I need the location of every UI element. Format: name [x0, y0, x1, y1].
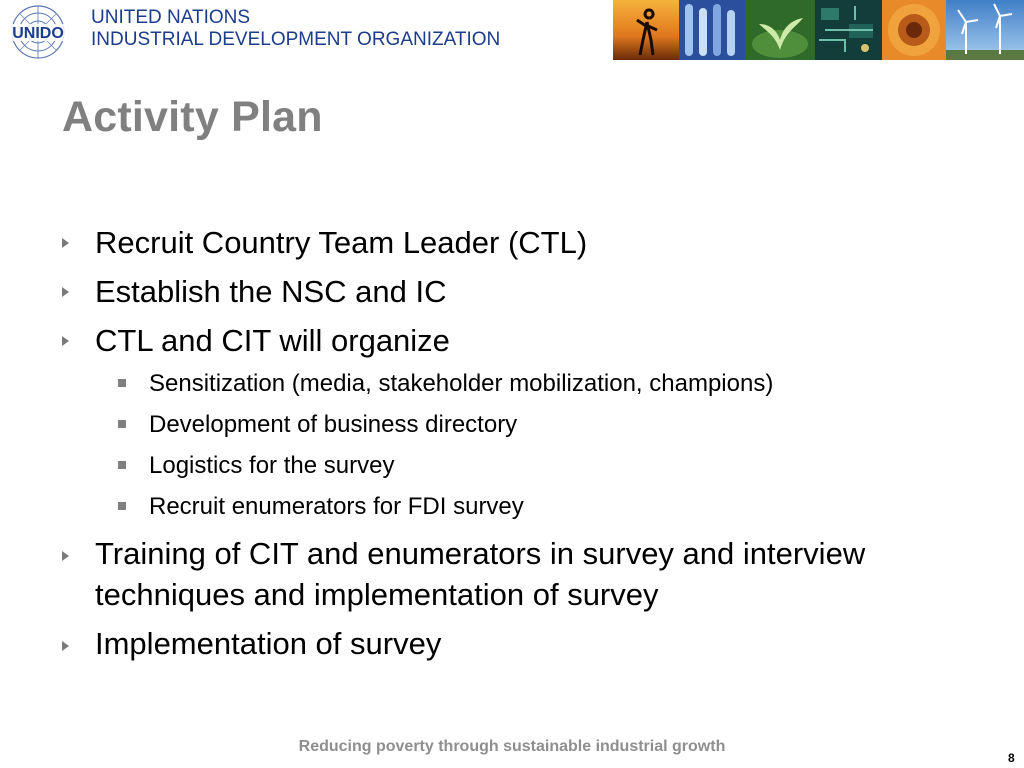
photo-wind-turbines [946, 0, 1024, 60]
footer-tagline: Reducing poverty through sustainable industrial growth [298, 738, 726, 755]
page-number: 8 [1008, 751, 1015, 765]
org-name-line-2: INDUSTRIAL DEVELOPMENT ORGANIZATION [91, 29, 501, 50]
bullet-arrow-icon [62, 551, 69, 561]
bullet-recruit-ctl: Recruit Country Team Leader (CTL) [95, 225, 588, 260]
bullet-arrow-icon [62, 238, 69, 248]
slide-title: Activity Plan [62, 93, 323, 141]
bullet-implementation: Implementation of survey [95, 626, 442, 661]
unido-logo [5, 4, 71, 60]
sub-bullet-sensitization: Sensitization (media, stakeholder mobilization, champions) [149, 370, 774, 397]
header-bar [0, 0, 1024, 62]
bullet-establish-nsc: Establish the NSC and IC [95, 274, 447, 309]
photo-sunflower [882, 0, 946, 60]
sub-bullet-square-icon [118, 420, 126, 428]
photo-circuit-board [815, 0, 882, 60]
sub-bullet-square-icon [118, 461, 126, 469]
bullet-ctl-cit-organize: CTL and CIT will organize [95, 323, 450, 358]
sub-bullet-square-icon [118, 379, 126, 387]
bullet-training-line-2: techniques and implementation of survey [95, 577, 659, 612]
photo-seedling [745, 0, 815, 60]
bullet-training-line-1: Training of CIT and enumerators in survey and interview [95, 536, 866, 571]
bullet-arrow-icon [62, 287, 69, 297]
bullet-arrow-icon [62, 641, 69, 651]
sub-bullet-logistics: Logistics for the survey [149, 452, 395, 479]
svg-text:UNIDO: UNIDO [12, 25, 64, 42]
sub-bullet-business-directory: Development of business directory [149, 411, 518, 438]
photo-girl-silhouette [613, 0, 679, 60]
org-name-line-1: UNITED NATIONS [91, 7, 251, 28]
bullet-arrow-icon [62, 336, 69, 346]
sub-bullet-recruit-enumerators: Recruit enumerators for FDI survey [149, 493, 524, 520]
photo-test-tubes [679, 0, 745, 60]
sub-bullet-square-icon [118, 502, 126, 510]
